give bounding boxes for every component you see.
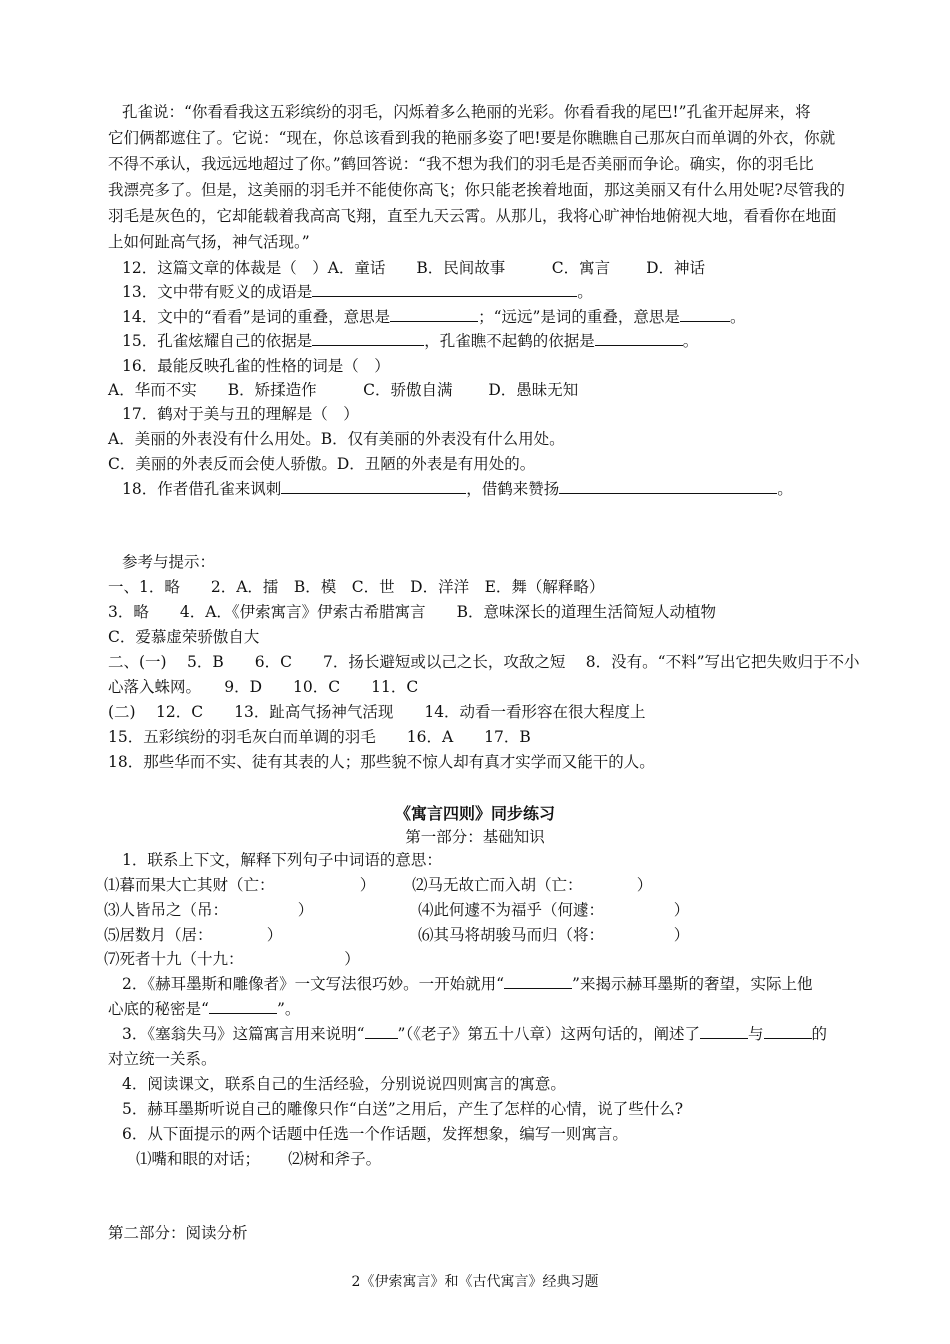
answer-blank [365, 1024, 398, 1039]
question-18-text-a: 18．作者借孔雀来讽刺 [122, 480, 282, 498]
exercise-1: 1．联系上下文，解释下列句子中词语的意思： [122, 851, 442, 869]
exercise-2-text-c: 心底的秘密是“ [108, 1000, 209, 1018]
answer-blank [281, 479, 466, 494]
passage-line-2: 它们俩都遮住了。它说：“现在，你总该看到我的艳丽多姿了吧!要是你瞧瞧自己那灰白而单调的外衣，你就 [108, 129, 836, 147]
question-13-text: 13．文中带有贬义的成语是 [122, 283, 313, 301]
answer-blank [595, 331, 683, 346]
exercise-4: 4．阅读课文，联系自己的生活经验，分别说说四则寓言的寓意。 [122, 1075, 566, 1093]
answers-line-3: C．爱慕虚荣骄傲自大 [108, 628, 260, 646]
answer-blank [209, 999, 277, 1014]
passage-line-1: 孔雀说：“你看看我这五彩缤纷的羽毛，闪烁着多么艳丽的光彩。你看看我的尾巴!”孔雀开起屏来，将 [122, 103, 811, 121]
exercise-2-cont [108, 999, 300, 1019]
exercise-3-cont: 对立统一关系。 [108, 1050, 217, 1068]
part-2-heading: 第二部分：阅读分析 [108, 1224, 248, 1242]
exercise-3-text-b: ”（《老子》第五十八章）这两句话的，阐述了 [397, 1025, 700, 1043]
exercise-3-text-a: 3．《塞翁失马》这篇寓言用来说明“ [122, 1025, 365, 1043]
question-12: 12．这篇文章的体裁是（ ）A．童话 B．民间故事 C．寓言 D．神话 [122, 259, 706, 277]
answer-blank [680, 307, 730, 322]
answers-line-4: 二、(一) 5．B 6．C 7．扬长避短或以己之长，攻敌之短 8．没有。“不料”写出它把失败归于不小 [108, 653, 860, 671]
question-14-end: 。 [729, 308, 746, 326]
answer-blank [312, 331, 424, 346]
answer-blank [559, 479, 777, 494]
passage-line-5: 羽毛是灰色的，它却能载着我高高飞翔，直至九天云霄。从那儿，我将心旷神怡地俯视大地，看看你在地面 [108, 207, 837, 225]
exercise-3-text-c: 与 [747, 1025, 764, 1043]
answer-blank [764, 1024, 812, 1039]
question-16-options: A．华而不实 B．矫揉造作 C．骄傲自满 D．愚昧无知 [108, 381, 579, 399]
exercise-title: 《寓言四则》同步练习 [394, 804, 555, 823]
exercise-1-item-3: ⑶人皆吊之（吊： ） [104, 901, 314, 919]
passage-line-4: 我漂亮多了。但是，这美丽的羽毛并不能使你高飞；你只能老挨着地面，那这美丽又有什么用处呢?尽管我的 [108, 181, 845, 199]
question-18 [122, 479, 793, 499]
exercise-1-item-5: ⑸居数月（居： ） [104, 926, 283, 944]
answers-line-1: 一、1．略 2．A．擂 B．模 C．世 D．洋洋 E．舞（解释略） [108, 578, 605, 596]
question-14 [122, 307, 745, 327]
exercise-1-item-7: ⑺死者十九（十九： ） [104, 950, 360, 968]
exercise-1-item-4: ⑷此何遽不为福乎（何遽： ） [418, 901, 690, 919]
answers-line-2: 3．略 4．A．《伊索寓言》伊索古希腊寓言 B．意味深长的道理生活简短人动植物 [108, 603, 717, 621]
question-15-text-b: ，孔雀瞧不起鹤的依据是 [424, 332, 595, 350]
answer-blank [390, 307, 478, 322]
exercise-2-text-d: ”。 [276, 1000, 301, 1018]
exercise-6: 6．从下面提示的两个话题中任选一个作话题，发挥想象，编写一则寓言。 [122, 1125, 628, 1143]
exercise-1-item-6: ⑹其马将胡骏马而归（将： ） [418, 926, 690, 944]
question-18-end: 。 [777, 480, 793, 498]
exercise-2-text-b: ”来揭示赫耳墨斯的奢望，实际上他 [572, 975, 813, 993]
question-13-end: 。 [577, 283, 593, 301]
question-17-options-ab: A．美丽的外表没有什么用处。B．仅有美丽的外表没有什么用处。 [108, 430, 565, 448]
page-footer: 2《伊索寓言》和《古代寓言》经典习题 [351, 1274, 599, 1290]
exercise-6-options: ⑴嘴和眼的对话； ⑵树和斧子。 [136, 1150, 382, 1168]
answers-line-8: 18．那些华而不实、徒有其表的人；那些貌不惊人却有真才实学而又能干的人。 [108, 753, 655, 771]
answer-blank [700, 1024, 748, 1039]
answer-blank [504, 974, 572, 989]
exercise-2 [122, 974, 812, 994]
passage-line-3: 不得不承认，我远远地超过了你。”鹤回答说：“我不想为我们的羽毛是否美丽而争论。确实，你的羽毛比 [108, 155, 814, 173]
question-18-text-b: ，借鹤来赞扬 [466, 480, 560, 498]
exercise-1-item-2: ⑵马无故亡而入胡（亡： ） [412, 876, 653, 894]
answers-heading: 参考与提示： [122, 553, 216, 571]
question-15-end: 。 [682, 332, 699, 350]
question-16: 16．最能反映孔雀的性格的词是（ ） [122, 357, 390, 375]
question-15-text-a: 15．孔雀炫耀自己的依据是 [122, 332, 313, 350]
exercise-2-text-a: 2．《赫耳墨斯和雕像者》一文写法很巧妙。一开始就用“ [122, 975, 505, 993]
question-14-text-b: ；“远远”是词的重叠，意思是 [478, 308, 680, 326]
answer-blank [312, 282, 577, 297]
exercise-3 [122, 1024, 827, 1044]
question-13 [122, 282, 593, 302]
exercise-3-text-d: 的 [811, 1025, 828, 1043]
passage-line-6: 上如何趾高气扬，神气活现。” [108, 233, 310, 251]
question-17: 17．鹤对于美与丑的理解是（ ） [122, 405, 359, 423]
part-1-heading: 第一部分：基础知识 [405, 828, 545, 846]
exercise-1-item-1: ⑴暮而果大亡其财（亡： ） [104, 876, 376, 894]
question-17-options-cd: C．美丽的外表反而会使人骄傲。D．丑陋的外表是有用处的。 [108, 455, 536, 473]
answers-line-5: 心落入蛛网。 9．D 10．C 11．C [108, 678, 419, 696]
question-14-text-a: 14．文中的“看看”是词的重叠，意思是 [122, 308, 391, 326]
exercise-5: 5．赫耳墨斯听说自己的雕像只作“白送”之用后，产生了怎样的心情，说了些什么? [122, 1100, 684, 1118]
question-15 [122, 331, 698, 351]
answers-line-6: (二) 12．C 13．趾高气扬神气活现 14．动看一看形容在很大程度上 [108, 703, 646, 721]
answers-line-7: 15．五彩缤纷的羽毛灰白而单调的羽毛 16．A 17．B [108, 728, 531, 746]
